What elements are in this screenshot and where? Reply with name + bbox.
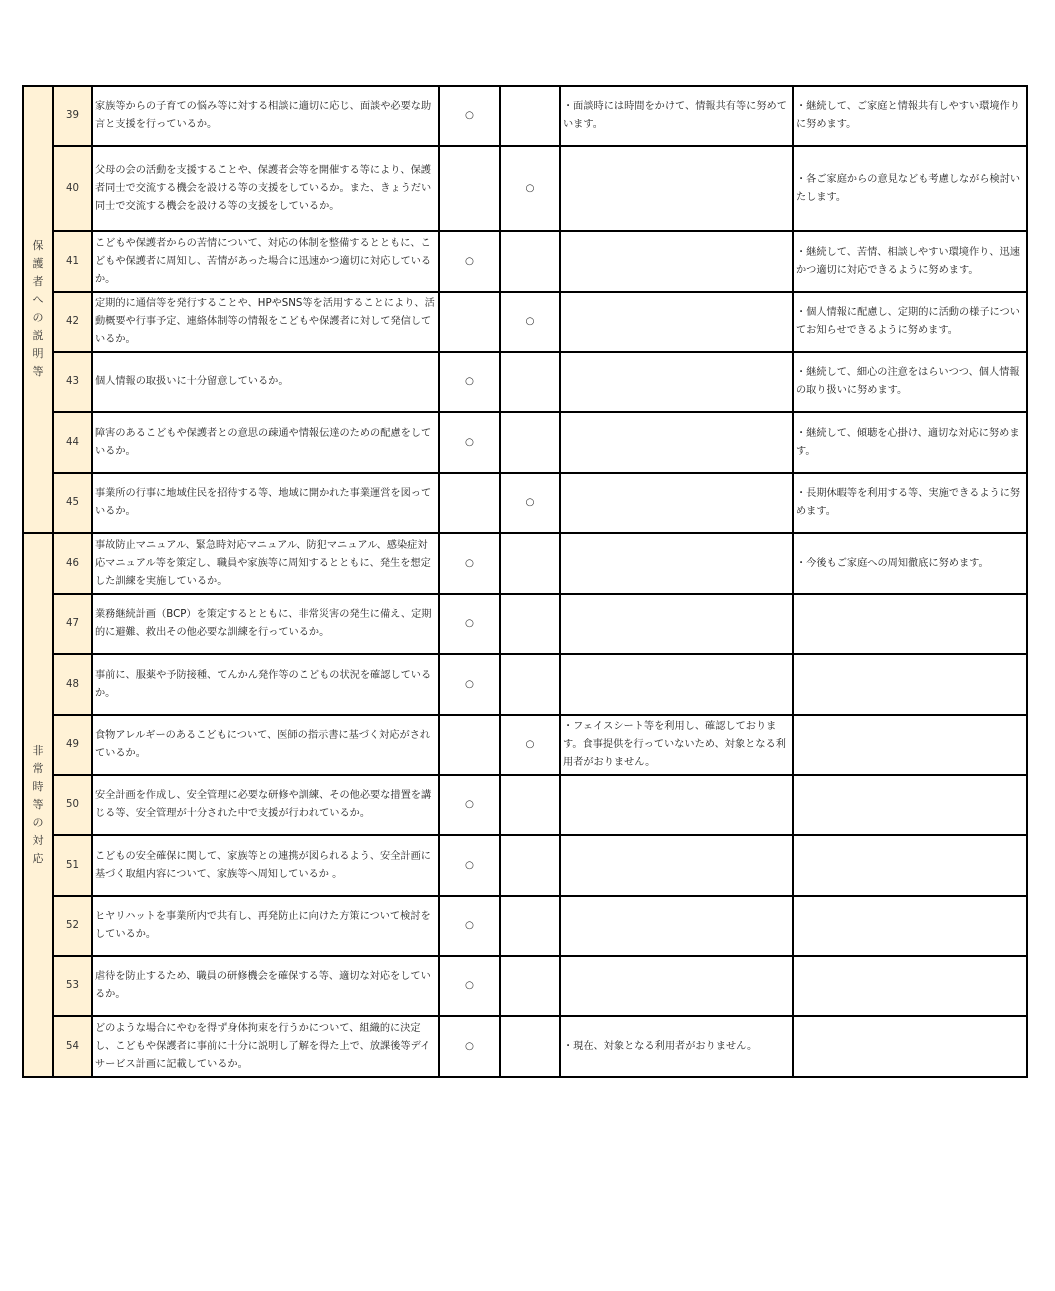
item-number: 40: [53, 146, 92, 231]
status-note: [560, 292, 793, 352]
table-row: [23, 412, 1027, 473]
item-number: 42: [53, 292, 92, 352]
status-note: [560, 231, 793, 292]
item-number: 48: [53, 654, 92, 715]
table-row: [23, 956, 1027, 1016]
self-evaluation-table: [22, 85, 1028, 1078]
table-row: [23, 896, 1027, 956]
question-text: 事前に、服薬や予防接種、てんかん発作等のこどもの状況を確認しているか。: [92, 654, 439, 715]
status-note: [560, 412, 793, 473]
no-mark: [500, 352, 560, 412]
yes-mark: [439, 146, 500, 231]
yes-mark: ○: [439, 86, 500, 146]
question-text: こどもの安全確保に関して、家族等との連携が図られるよう、安全計画に基づく取組内容について、家族等へ周知しているか 。: [92, 835, 439, 896]
yes-mark: ○: [439, 231, 500, 292]
no-mark: ○: [500, 473, 560, 533]
table-row: [23, 231, 1027, 292]
status-note: ・現在、対象となる利用者がおりません。: [560, 1016, 793, 1077]
improvement-note: ・長期休暇等を利用する等、実施できるように努めます。: [793, 473, 1027, 533]
yes-mark: ○: [439, 352, 500, 412]
item-number: 50: [53, 775, 92, 835]
question-text: 業務継続計画（BCP）を策定するとともに、非常災害の発生に備え、定期的に避難、救出その他必要な訓練を行っているか。: [92, 594, 439, 654]
category-label: 保護者への説明等: [32, 239, 44, 378]
no-mark: [500, 533, 560, 594]
category-label: 非常時等の対応: [32, 743, 44, 865]
improvement-note: ・今後もご家庭への周知徹底に努めます。: [793, 533, 1027, 594]
item-number: 53: [53, 956, 92, 1016]
question-text: 定期的に通信等を発行することや、HPやSNS等を活用することにより、活動概要や行事予定、連絡体制等の情報をこどもや保護者に対して発信しているか。: [92, 292, 439, 352]
table-row: [23, 654, 1027, 715]
table-row: [23, 146, 1027, 231]
yes-mark: [439, 473, 500, 533]
improvement-note: [793, 956, 1027, 1016]
table-row: [23, 473, 1027, 533]
item-number: 45: [53, 473, 92, 533]
no-mark: [500, 956, 560, 1016]
item-number: 41: [53, 231, 92, 292]
improvement-note: [793, 654, 1027, 715]
category-cell: [23, 86, 53, 533]
status-note: ・フェイスシート等を利用し、確認しております。食事提供を行っていないため、対象となる利用者がおりません。: [560, 715, 793, 775]
item-number: 54: [53, 1016, 92, 1077]
table-row: [23, 352, 1027, 412]
yes-mark: ○: [439, 412, 500, 473]
no-mark: [500, 835, 560, 896]
status-note: [560, 594, 793, 654]
improvement-note: ・個人情報に配慮し、定期的に活動の様子についてお知らせできるように努めます。: [793, 292, 1027, 352]
yes-mark: ○: [439, 654, 500, 715]
table-body: [23, 86, 1027, 1077]
status-note: [560, 654, 793, 715]
no-mark: [500, 896, 560, 956]
improvement-note: ・継続して、苦情、相談しやすい環境作り、迅速かつ適切に対応できるように努めます。: [793, 231, 1027, 292]
question-text: 父母の会の活動を支援することや、保護者会等を開催する等により、保護者同士で交流する機会を設ける等の支援をしているか。また、きょうだい同士で交流する機会を設ける等の支援をしているか。: [92, 146, 439, 231]
no-mark: [500, 412, 560, 473]
item-number: 46: [53, 533, 92, 594]
no-mark: [500, 775, 560, 835]
item-number: 49: [53, 715, 92, 775]
item-number: 47: [53, 594, 92, 654]
category-cell: [23, 533, 53, 1077]
improvement-note: ・継続して、傾聴を心掛け、適切な対応に努めます。: [793, 412, 1027, 473]
question-text: 事業所の行事に地域住民を招待する等、地域に開かれた事業運営を図っているか。: [92, 473, 439, 533]
table-row: [23, 1016, 1027, 1077]
no-mark: [500, 1016, 560, 1077]
improvement-note: ・各ご家庭からの意見なども考慮しながら検討いたします。: [793, 146, 1027, 231]
question-text: 虐待を防止するため、職員の研修機会を確保する等、適切な対応をしているか。: [92, 956, 439, 1016]
item-number: 51: [53, 835, 92, 896]
item-number: 43: [53, 352, 92, 412]
item-number: 52: [53, 896, 92, 956]
question-text: ヒヤリハットを事業所内で共有し、再発防止に向けた方策について検討をしているか。: [92, 896, 439, 956]
improvement-note: [793, 835, 1027, 896]
status-note: [560, 352, 793, 412]
no-mark: [500, 654, 560, 715]
status-note: [560, 775, 793, 835]
table-row: [23, 835, 1027, 896]
yes-mark: ○: [439, 533, 500, 594]
no-mark: ○: [500, 715, 560, 775]
table-row: [23, 715, 1027, 775]
status-note: [560, 835, 793, 896]
question-text: 障害のあるこどもや保護者との意思の疎通や情報伝達のための配慮をしているか。: [92, 412, 439, 473]
question-text: 安全計画を作成し、安全管理に必要な研修や訓練、その他必要な措置を講じる等、安全管理が十分された中で支援が行われているか。: [92, 775, 439, 835]
question-text: 食物アレルギーのあるこどもについて、医師の指示書に基づく対応がされているか。: [92, 715, 439, 775]
yes-mark: [439, 292, 500, 352]
question-text: どのような場合にやむを得ず身体拘束を行うかについて、組織的に決定し、こどもや保護者に事前に十分に説明し了解を得た上で、放課後等デイサービス計画に記載しているか。: [92, 1016, 439, 1077]
improvement-note: [793, 594, 1027, 654]
table-row: [23, 775, 1027, 835]
table-row: [23, 86, 1027, 146]
no-mark: [500, 594, 560, 654]
yes-mark: ○: [439, 594, 500, 654]
question-text: 個人情報の取扱いに十分留意しているか。: [92, 352, 439, 412]
yes-mark: ○: [439, 775, 500, 835]
question-text: 家族等からの子育ての悩み等に対する相談に適切に応じ、面談や必要な助言と支援を行っているか。: [92, 86, 439, 146]
improvement-note: [793, 715, 1027, 775]
status-note: [560, 473, 793, 533]
status-note: [560, 146, 793, 231]
improvement-note: [793, 1016, 1027, 1077]
improvement-note: ・継続して、細心の注意をはらいつつ、個人情報の取り扱いに努めます。: [793, 352, 1027, 412]
improvement-note: ・継続して、ご家庭と情報共有しやすい環境作りに努めます。: [793, 86, 1027, 146]
improvement-note: [793, 775, 1027, 835]
no-mark: ○: [500, 292, 560, 352]
no-mark: ○: [500, 146, 560, 231]
status-note: [560, 896, 793, 956]
status-note: [560, 533, 793, 594]
item-number: 39: [53, 86, 92, 146]
yes-mark: ○: [439, 1016, 500, 1077]
question-text: こどもや保護者からの苦情について、対応の体制を整備するとともに、こどもや保護者に周知し、苦情があった場合に迅速かつ適切に対応しているか。: [92, 231, 439, 292]
improvement-note: [793, 896, 1027, 956]
item-number: 44: [53, 412, 92, 473]
table-row: [23, 533, 1027, 594]
yes-mark: ○: [439, 956, 500, 1016]
no-mark: [500, 86, 560, 146]
no-mark: [500, 231, 560, 292]
yes-mark: [439, 715, 500, 775]
table-row: [23, 292, 1027, 352]
table-row: [23, 594, 1027, 654]
question-text: 事故防止マニュアル、緊急時対応マニュアル、防犯マニュアル、感染症対応マニュアル等を策定し、職員や家族等に周知するとともに、発生を想定した訓練を実施しているか。: [92, 533, 439, 594]
yes-mark: ○: [439, 835, 500, 896]
status-note: [560, 956, 793, 1016]
yes-mark: ○: [439, 896, 500, 956]
status-note: ・面談時には時間をかけて、情報共有等に努めています。: [560, 86, 793, 146]
